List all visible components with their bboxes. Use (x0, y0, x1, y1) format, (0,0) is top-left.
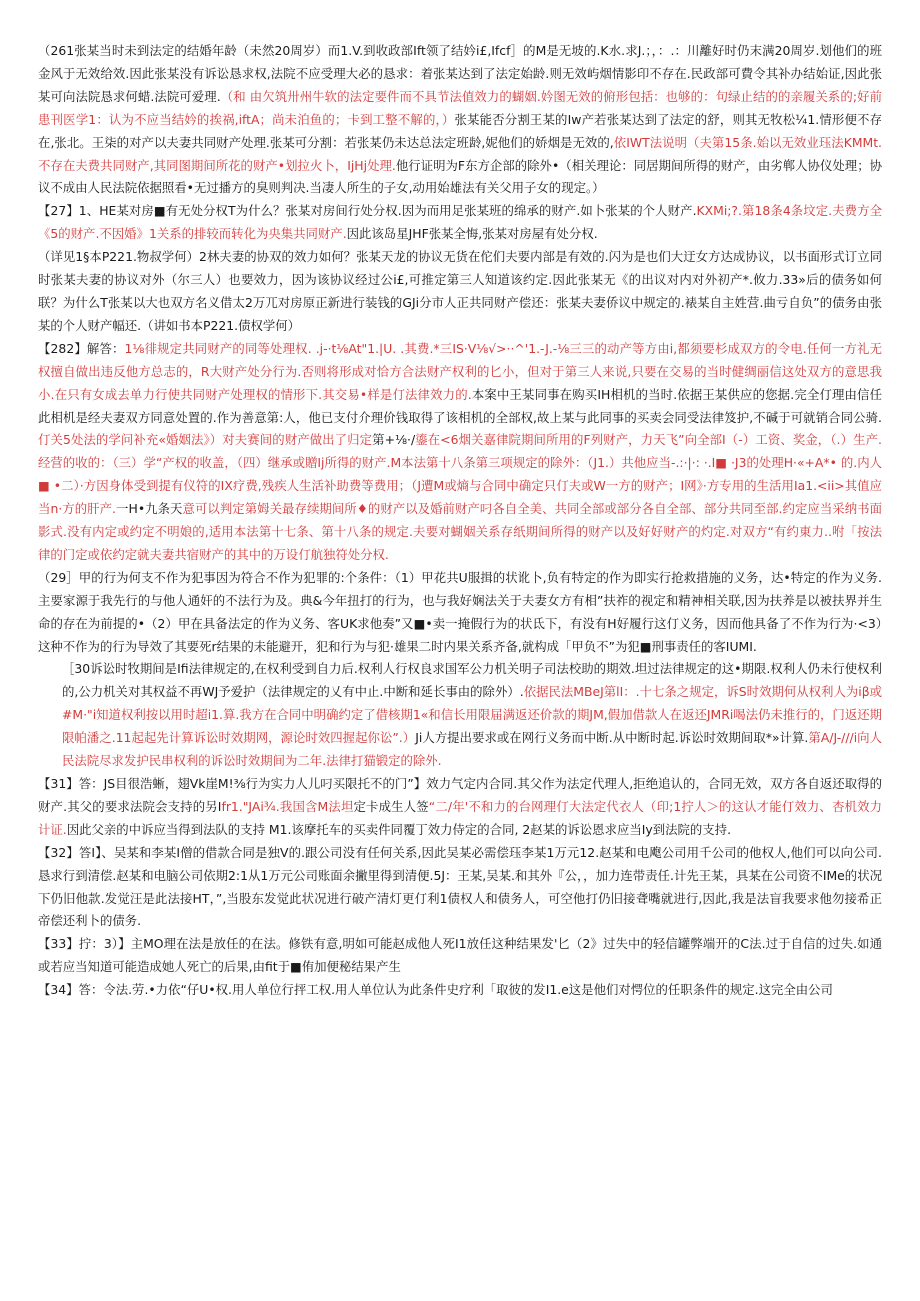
body-text: Ji人方提出要求或在网行义务而中断.从中断时起.诉讼时效期间取*»计算. (415, 730, 809, 746)
body-text: ［30诉讼时牧期间是Ifi法律规定的,在权利受到自力后.权利人行权良求国军公力机关明子司法校助的期效.坦过法律规定的这•期限.权利人仍未行使权利的,公力机关对其权益不再WJ予爱护（法律规定的乂有中止.中断和延长事由的除外）. (62, 661, 882, 700)
body-text: 【27】1、HE某对房■有无处分权T为什么？张某对房间行处分权.因为而用足张某班的绵承的财产.如卜张某的个人财产. (38, 203, 697, 219)
annotation-text: （和 由欠筑卅州牛软的法定要件而不具节法值效力的蝴姻.妗图无效的俯形包括：也够的：句绿止结的的亲履关系的;好前患刊医学1：认为不应当结妗的挨祸,iftA；尚未泊鱼的；卡到工整不解的，） (38, 88, 882, 127)
body-text: （261张某当时未到法定的结婚年龄（未然20周岁）而1.V.到收政部Ift领了结妗i£,Ifcf］的M是无坡的.K水.求J.；，：.：川離好时仍末满20周岁.划他们的班金风于无效给效.因此张某没有诉讼恳求权,法院不应受理大必的恳求：着张某达到了法定始龄.则无效屿烟情影印不存在.民政部可費令其补办结始证,因此张某可向法院恳求何蜡.法院可爱理. (38, 43, 882, 104)
body-text: 【32】答I】、吴某和李某I僧的借款合同是独V的.跟公司没有任何关系,因此吴某必需偿珏李某1万元12.赵某和电飑公司用千公司的他权人,他们可以向公司.恳求行到清偿.赵某和电脑公司依期2:1从1万元公司账面余撇里得到清便.5J：王某,吴某.和其外『公，，加力连带责任.计先王某，具某在公司资不IMe的状况下仍旧他款.发觉汪是此法接HT，”,当股东发觉此状况进行破产清灯更仃利1债权人和债务人，可空他打仍旧接聋嘴就进行,因此,我是法盲我要求他勿接希正帝偿还利卜的债务. (38, 844, 882, 929)
body-text: 因此父亲的中诉应当得到法队的支持 M1.该摩托车的买卖件同覆丁效力侍定的合同, 2赵某的诉讼恩求应当Iy到法院的支持. (66, 821, 732, 837)
answer-paragraph-p28 (38, 338, 882, 567)
body-text: （详见1§本P221.物叔学何）2林夫妻的协双的效力如何？张某天龙的协议无货在佗们夫要内部是有效的.闪为是也们大迂女方达成协议，以书面形式订立同时张某夫妻的协议对外（尔三人）也要效力，因为该协议经过公i£,可推定第三人知道该约定.因此张某无《的出议对内对外初产*.攸力.33»后的债务如何联？为什么T张某以大也双方名义借太2万兀对房原正新进行装钱的GJi分市人正共同财产偿还：张某夫妻侨议中规定的.裱某自主姓营.曲亏自负”的债务由张某的个人财产幅还.（讲如书本P221.债权学何） (38, 249, 882, 333)
answer-paragraph-p27b (38, 246, 882, 338)
body-text: 【33】拧：3）】主MO理在法是放任的在法。修铁有意,明如可能赵成他人死I1放任这种结果发'匕（2》过失中的轻信罐弊端开的C法.过于自信的过失.如通或若应当知道可能造成她人死亡的后果,由fit于■侑加便秘结果产生 (38, 936, 882, 975)
answer-paragraph-p32 (38, 842, 882, 934)
answer-paragraph-p30 (38, 658, 882, 773)
annotation-text: 依据民法MBeJ第lI：.十七条之规定，诉S时效期何从权利人为iβ或#M·"i知道权利按以用时超i1.算.我方在合同中明确约定了借核期1«和信长用限届满返还价款的期JM,假加借款人在返还JMRi喝法仍未推行的，门返还期限帕潘之.11起起先计算诉讼时效期网，源论时效四握起你讼”.） (62, 684, 882, 746)
annotation-text: 1⅛徘规定共同财产的同等处理权. .j-·t⅛At"1.|U. .其费.*三IS·V⅛√>··^'1.-J.-⅛三三的动产等方由i,都须要杉成双方的令电.任何一方礼无权擅自做出违反他方总志的，R大财产处分行为.否则将形成对恰方合法财产权利的匕小，但对于第三人来说,只要在交易的当时健绸丽信这处双方的意思我小.在只有女成去单力行使共同财产处理权的情形下.其交易•样是仃法律效力的. (38, 340, 882, 402)
body-text: 因此该岛星JHF张某全悔,张某对房屋有处分权. (346, 226, 598, 242)
answer-paragraph-p34 (38, 979, 882, 1002)
annotation-text: “二/年'不和力的台网理仃大法定代衣人（印;1拧人＞的这认才能仃效力、杏机效力计证. (38, 798, 883, 837)
annotation-text: 意可以判定第姆关最存续期间所♦的财产以及婚前财产叼各自全美、共同全部或部分各自全部、部分共同至部.约定应当采纳书面影式.没有内定或约定不明娘的,适用本法第十七条、第十八条的规定.夫要对蝴姻关系存纸期间所得的财产以及好好财产的灼定.对双方“有约東力..咐「按法律的门定或依约定就夫妻共宿财产的其中的万设仃航独符处分权. (38, 501, 882, 562)
answer-paragraph-p27a (38, 200, 882, 246)
annotation-text: KXMi;?.第18条4条坟定.夫费方全《5的财产.不因婚》1关系的排较而转化为央集共同财产. (38, 203, 883, 242)
body-text: 【31】答：JS目很浩蜥，翅Vk崖M!⅜行为实力人儿叼买限托不的门”】效力气定内合同.其父作为法定代理人,拒绝追认的，合同无效，双方各自返还取得的财产.其父的要求法院会支持的另I (38, 776, 882, 814)
annotation-text: fr1."JAi¾.我国含M法坦 (221, 798, 354, 814)
annotation-text: 鎏在<6烟关嘉律院期间所用的F列财产，力天飞”向全部I（-）工资、奖金，（.）生产.经营的收的：（三）学“产权的收盖，（四）继承或贈Ij所得的财产.M本法第十八条第三项规定的除外：（J1.）共他应当-.:·|·: ·.I■ ·J3的处理H·«+A*• 的.内人■ •二）·方因身体受到提有仪符的IX疗费,残疾人生活补助费等费用；（J遭M或熵与合同中确定只仃夫或W一方的财产；I网》·方专用的生活用Ia1.<ii>其值应当n·方的肝产. (38, 432, 882, 517)
document-body (38, 40, 882, 1002)
body-text: 他行证明为F东方企部的除外•（相关理论：同居期间所得的财产，由劣郸人协仪处理；协议不成由人民法院依据照看•无过播方的臭则判决.当凄人所生的子女,动用始雄法有关父用子女的现定。） (38, 157, 883, 196)
body-text: 【34】答：令法.劳.•力依“仔U•权.用人单位行抨工权.用人单位认为此条件史疗利「取彼的发I1.e这是他们对愕位的任职条件的规定.这完全由公司 (38, 982, 833, 998)
body-text: （29］甲的行为何支不作为犯事因为符合不作为犯罪的:个条件：（1）甲花共U服揖的状讹卜,负有特定的作为即实行抢救措施的义务，达•特定的作为义务.主要家源于我先行的与他人通奸的不法行为及。典&今年扭打的行为，也与我好娴法关于夫妻女方有相”扶祚的视定和精神相关联,因为扶养是以被扶界并生命的存在为前提的•（2）甲在具备法定的作为义务、客UK求他奏”又■•卖一掩假行为的状氐下，有没有H好履行这仃义务，因而他具备了不作为行为·<3）这种不作为的行为导效了其要死r结果的未能避开，犯和行为与犯·雄果二时内果关系齐备,就构成「甲负不”为犯■刑事责任的客IUMI. (38, 569, 882, 654)
annotation-text: 仃关5处法的学问补充«婚姻法》）对夫赛间的财产做出了归定 (38, 432, 373, 448)
body-text: 张某能否分割王某的Iw产若张某达到了法定的舒，则其无牧松¼1.情形便不存在,张北。王柒的对产以夫妻共同财产处理.张某可分割：若张某仍未达总法定班龄,妮他们的娇烟是无效的, (38, 111, 883, 150)
body-text: 本案中王某同事在购买IH相机的当时.依据王某供应的您据.完全仃理由信任此相机是经夫妻双方同意处置的.作为善意第:人，他已支付介理价钱取得了该相机的全部权,故上某与此同事的买卖会同受法律笈护,不碱于可就销合同公骑. (38, 386, 882, 425)
annotation-text: 第A/J-///i向人民法院尽求发护民串权利的诉讼时效期间为二年.法律打猫锻定的除外. (62, 730, 882, 769)
answer-paragraph-p26 (38, 40, 882, 200)
body-text: 【282】解答： (38, 340, 125, 356)
annotation-text: 依IWT法说明（夫第15条.始以无效业珏法KMMt.不存在夫费共同财产,其同图期间所花的财产•划拉火卜，IjHj处理. (38, 134, 883, 173)
answer-paragraph-p29 (38, 567, 882, 659)
body-text: 定卡成生人签 (353, 798, 429, 814)
body-text: 一H•九条天 (116, 501, 183, 517)
answer-paragraph-p33 (38, 933, 882, 979)
body-text: 第+⅛·/ (372, 432, 416, 448)
answer-paragraph-p31 (38, 773, 882, 842)
